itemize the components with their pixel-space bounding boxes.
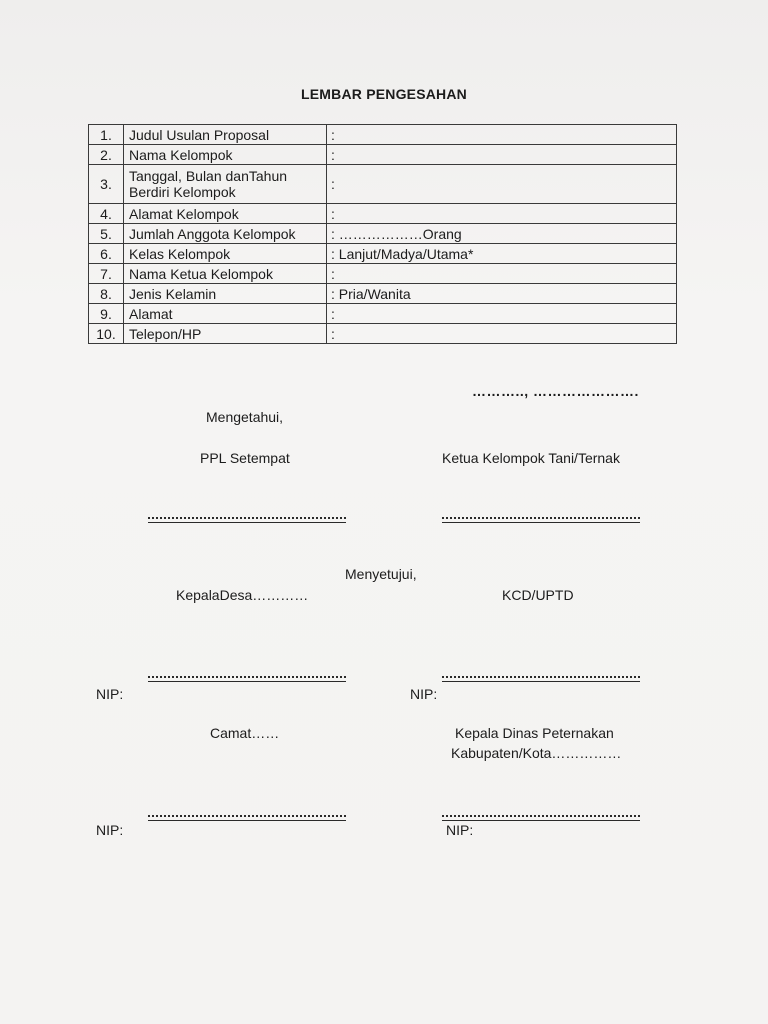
signature-line-ketua bbox=[442, 517, 640, 523]
mengetahui-label: Mengetahui, bbox=[206, 409, 284, 425]
nip-label: NIP: bbox=[96, 686, 124, 702]
table-row bbox=[89, 165, 677, 204]
nip-label: NIP: bbox=[96, 822, 124, 838]
row-value: : bbox=[327, 264, 677, 284]
row-label: Jumlah Anggota Kelompok bbox=[124, 224, 327, 244]
ppl-label: PPL Setempat bbox=[200, 450, 290, 466]
table-row bbox=[89, 304, 677, 324]
row-label: Alamat Kelompok bbox=[124, 204, 327, 224]
table-row bbox=[89, 125, 677, 145]
nip-label: NIP: bbox=[446, 822, 474, 838]
row-number: 9. bbox=[89, 304, 124, 324]
row-number: 6. bbox=[89, 244, 124, 264]
table-row bbox=[89, 244, 677, 264]
table-row bbox=[89, 145, 677, 165]
row-label: Telepon/HP bbox=[124, 324, 327, 344]
signature-line-camat bbox=[148, 815, 346, 821]
table-row bbox=[89, 324, 677, 344]
row-number: 5. bbox=[89, 224, 124, 244]
row-value: : bbox=[327, 304, 677, 324]
row-value: : bbox=[327, 324, 677, 344]
row-number: 1. bbox=[89, 125, 124, 145]
ketua-kelompok-label: Ketua Kelompok Tani/Ternak bbox=[442, 450, 620, 466]
kepala-desa-label: KepalaDesa………… bbox=[176, 587, 309, 603]
row-label: Nama Kelompok bbox=[124, 145, 327, 165]
signature-line-kcd bbox=[442, 676, 640, 682]
table-row bbox=[89, 204, 677, 224]
kcd-label: KCD/UPTD bbox=[502, 587, 574, 603]
row-number: 4. bbox=[89, 204, 124, 224]
row-label: Judul Usulan Proposal bbox=[124, 125, 327, 145]
row-label: Kelas Kelompok bbox=[124, 244, 327, 264]
table-row bbox=[89, 284, 677, 304]
row-value: : bbox=[327, 145, 677, 165]
identity-table bbox=[88, 124, 677, 344]
menyetujui-label: Menyetujui, bbox=[345, 566, 417, 582]
camat-label: Camat…… bbox=[210, 725, 280, 741]
signature-line-kepala-dinas bbox=[442, 815, 640, 821]
row-number: 8. bbox=[89, 284, 124, 304]
kabupaten-kota-label: Kabupaten/Kota…………… bbox=[451, 745, 622, 761]
row-number: 3. bbox=[89, 165, 124, 204]
row-label: Alamat bbox=[124, 304, 327, 324]
signature-line-ppl bbox=[148, 517, 346, 523]
row-value: : Pria/Wanita bbox=[327, 284, 677, 304]
page-title: LEMBAR PENGESAHAN bbox=[301, 86, 467, 102]
row-value: : bbox=[327, 125, 677, 145]
row-value: : bbox=[327, 204, 677, 224]
row-number: 7. bbox=[89, 264, 124, 284]
place-date-line: ……….., …………………. bbox=[472, 383, 639, 399]
row-label: Jenis Kelamin bbox=[124, 284, 327, 304]
signature-line-kepala-desa bbox=[148, 676, 346, 682]
row-value: : bbox=[327, 165, 677, 204]
row-value: : ………………Orang bbox=[327, 224, 677, 244]
kepala-dinas-label: Kepala Dinas Peternakan bbox=[455, 725, 614, 741]
table-row bbox=[89, 224, 677, 244]
row-number: 2. bbox=[89, 145, 124, 165]
row-label: Nama Ketua Kelompok bbox=[124, 264, 327, 284]
row-label: Tanggal, Bulan danTahun Berdiri Kelompok bbox=[124, 165, 327, 204]
row-value: : Lanjut/Madya/Utama* bbox=[327, 244, 677, 264]
row-number: 10. bbox=[89, 324, 124, 344]
table-row bbox=[89, 264, 677, 284]
nip-label: NIP: bbox=[410, 686, 438, 702]
